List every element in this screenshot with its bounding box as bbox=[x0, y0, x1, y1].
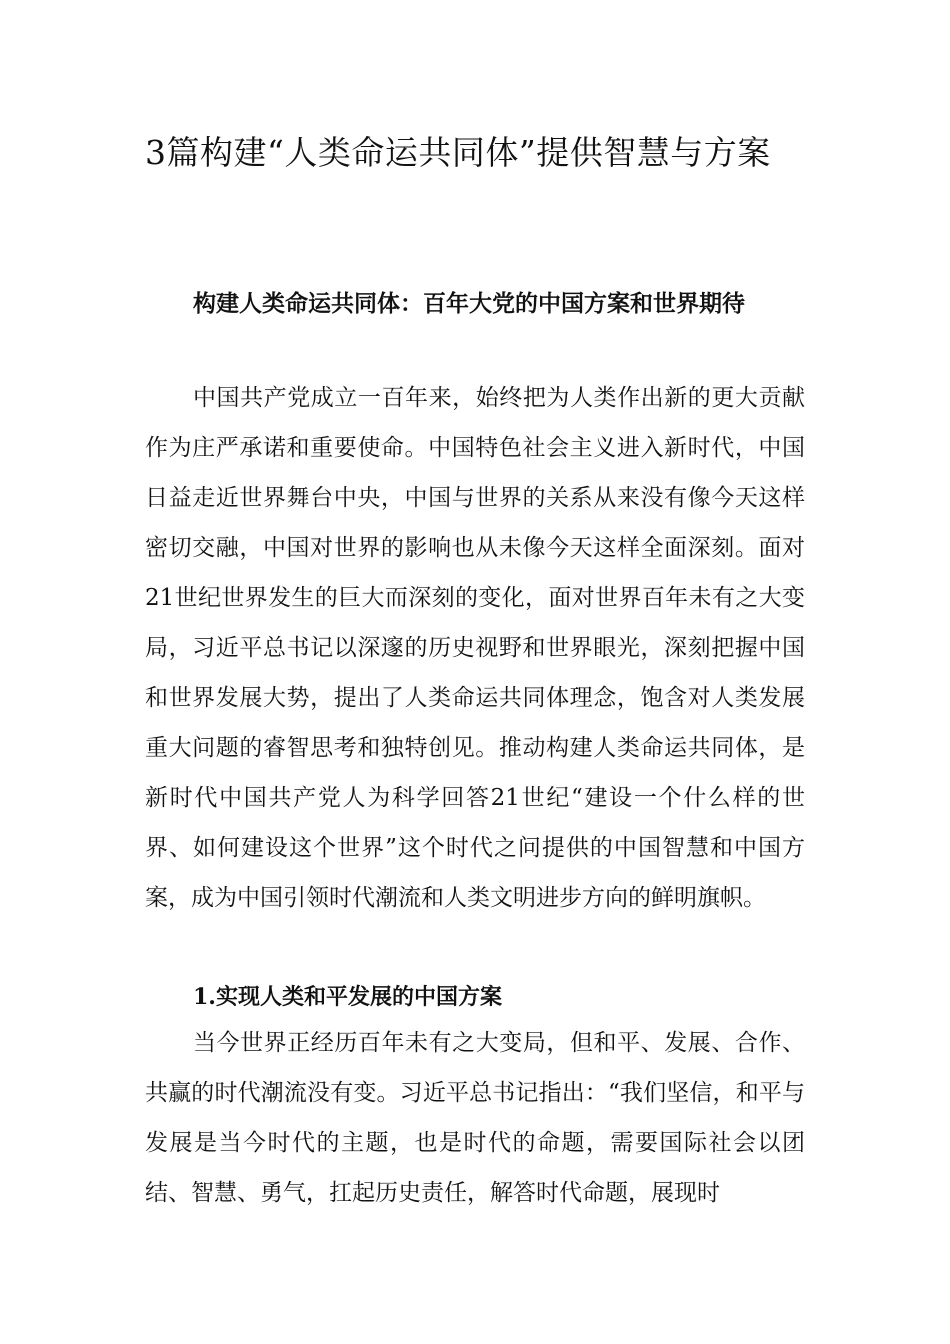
document-title: 3篇构建“人类命运共同体”提供智慧与方案 bbox=[145, 133, 771, 172]
subheading-1: 1.实现人类和平发展的中国方案 bbox=[193, 984, 502, 1010]
section-title: 构建人类命运共同体：百年大党的中国方案和世界期待 bbox=[193, 290, 745, 317]
body-paragraph-2: 当今世界正经历百年未有之大变局，但和平、发展、合作、共赢的时代潮流没有变。习近平总书记指出：“我们坚信，和平与发展是当今时代的主题，也是时代的命题，需要国际社会以团结、智慧、勇气，扛起历史责任，解答时代命题，展现时 bbox=[145, 1030, 805, 1206]
body-paragraph-1: 中国共产党成立一百年来，始终把为人类作出新的更大贡献作为庄严承诺和重要使命。中国特色社会主义进入新时代，中国日益走近世界舞台中央，中国与世界的关系从来没有像今天这样密切交融，中国对世界的影响也从未像今天这样全面深刻。面对21世纪世界发生的巨大而深刻的变化，面对世界百年未有之大变局，习近平总书记以深邃的历史视野和世界眼光，深刻把握中国和世界发展大势，提出了人类命运共同体理念，饱含对人类发展重大问题的睿智思考和独特创见。推动构建人类命运共同体，是新时代中国共产党人为科学回答21世纪“建设一个什么样的世界、如何建设这个世界”这个时代之问提供的中国智慧和中国方案，成为中国引领时代潮流和人类文明进步方向的鲜明旗帜。 bbox=[145, 385, 805, 911]
